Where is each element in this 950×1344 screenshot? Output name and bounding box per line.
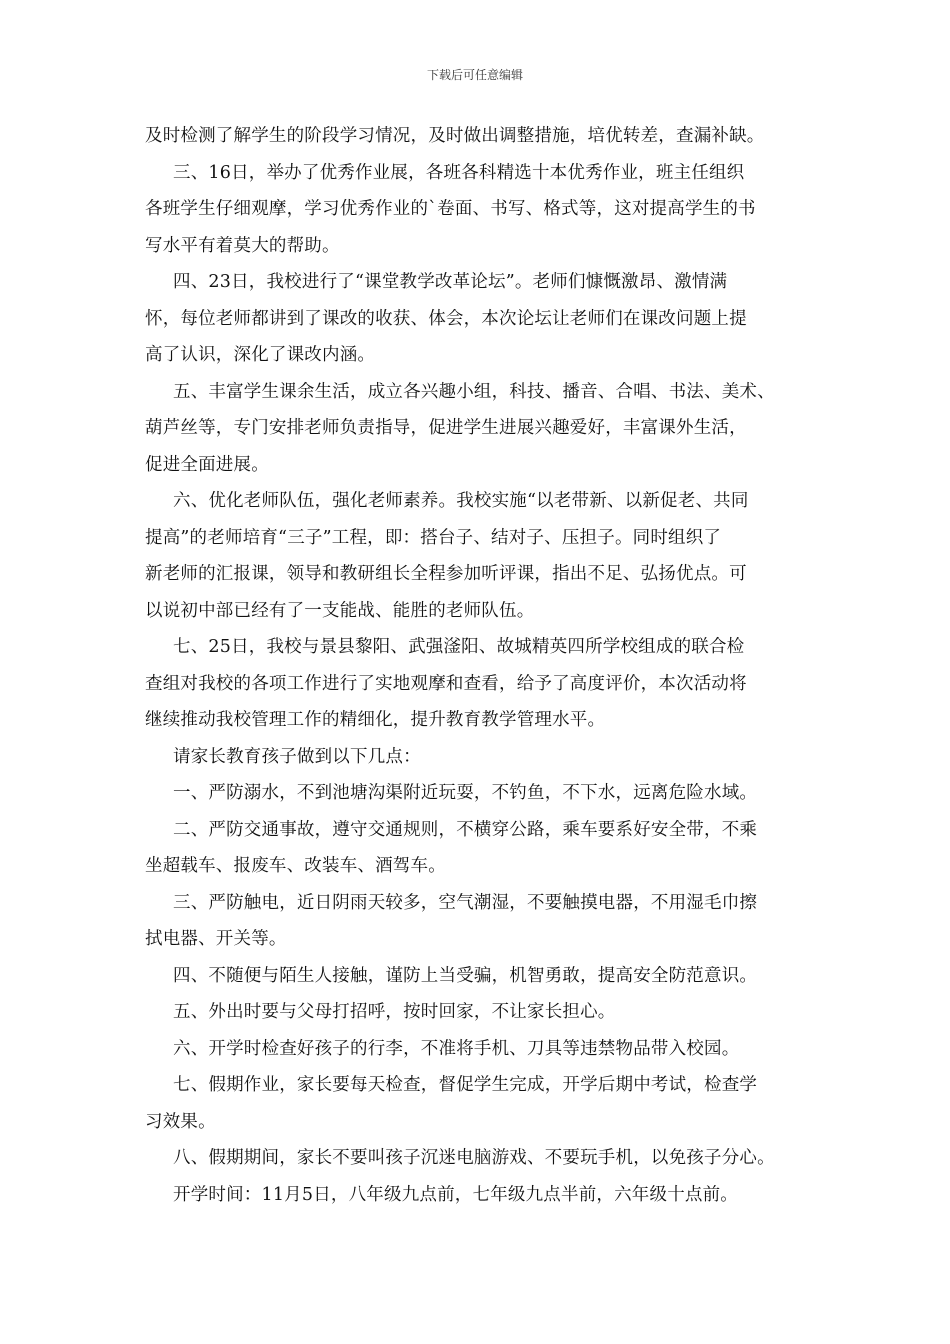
text-line: 查组对我校的各项工作进行了实地观摩和查看，给予了高度评价，本次活动将: [145, 673, 747, 694]
text-line: 促进全面进展。: [145, 454, 269, 475]
text-line: 各班学生仔细观摩，学习优秀作业的`卷面、书写、格式等，这对提高学生的书: [145, 199, 756, 219]
text-line: 提高”的老师培育“三子”工程，即：搭台子、结对子、压担子。同时组织了: [145, 527, 722, 548]
text-line: 五、丰富学生课余生活，成立各兴趣小组，科技、播音、合唱、书法、美术、: [173, 381, 775, 402]
text-line: 继续推动我校管理工作的精细化，提升教育教学管理水平。: [145, 710, 606, 730]
text-line: 三、严防触电，近日阴雨天较多，空气潮湿，不要触摸电器，不用湿毛巾擦: [173, 892, 758, 913]
text-line: 怀，每位老师都讲到了课改的收获、体会，本次论坛让老师们在课改问题上提: [145, 308, 747, 329]
text-line: 习效果。: [145, 1111, 216, 1132]
text-line: 一、严防溺水，不到池塘沟渠附近玩耍，不钓鱼，不下水，远离危险水域。: [173, 783, 758, 803]
page-header: 下载后可任意编辑: [426, 68, 523, 82]
text-line: 七、假期作业，家长要每天检查，督促学生完成，开学后期中考试，检查学: [173, 1075, 758, 1095]
text-line: 开学时间：11月5日，八年级九点前，七年级九点半前，六年级十点前。: [173, 1184, 738, 1205]
text-line: 拭电器、开关等。: [145, 929, 287, 949]
text-line: 写水平有着莫大的帮助。: [145, 235, 340, 256]
text-line: 七、25日，我校与景县黎阳、武强滏阳、故城精英四所学校组成的联合检: [173, 637, 745, 657]
text-line: 八、假期期间，家长不要叫孩子沉迷电脑游戏、不要玩手机，以免孩子分心。: [173, 1148, 775, 1168]
text-line: 六、优化老师队伍，强化老师素养。我校实施“以老带新、以新促老、共同: [173, 491, 749, 511]
document-body: [145, 118, 825, 1213]
text-line: 请家长教育孩子做到以下几点：: [173, 746, 421, 767]
text-line: 三、16日，举办了优秀作业展，各班各科精选十本优秀作业，班主任组织: [173, 162, 745, 183]
text-line: 二、严防交通事故，遵守交通规则，不横穿公路，乘车要系好安全带，不乘: [173, 819, 758, 840]
text-line: 坐超载车、报废车、改装车、酒驾车。: [145, 856, 446, 876]
text-line: 四、不随便与陌生人接触，谨防上当受骗，机智勇敢，提高安全防范意识。: [173, 965, 758, 986]
text-line: 六、开学时检查好孩子的行李，不准将手机、刀具等违禁物品带入校园。: [173, 1038, 740, 1059]
text-line: 高了认识，深化了课改内涵。: [145, 345, 376, 365]
text-line: 及时检测了解学生的阶段学习情况，及时做出调整措施，培优转差，查漏补缺。: [145, 126, 765, 146]
text-line: 葫芦丝等，专门安排老师负责指导，促进学生进展兴趣爱好，丰富课外生活，: [145, 418, 747, 438]
text-line: 五、外出时要与父母打招呼，按时回家，不让家长担心。: [173, 1002, 616, 1022]
text-line: 以说初中部已经有了一支能战、能胜的老师队伍。: [145, 600, 535, 621]
text-line: 新老师的汇报课，领导和教研组长全程参加听评课，指出不足、弘扬优点。可: [145, 564, 747, 584]
text-line: 四、23日，我校进行了“课堂教学改革论坛”。老师们慷慨激昂、激情满: [173, 272, 728, 292]
